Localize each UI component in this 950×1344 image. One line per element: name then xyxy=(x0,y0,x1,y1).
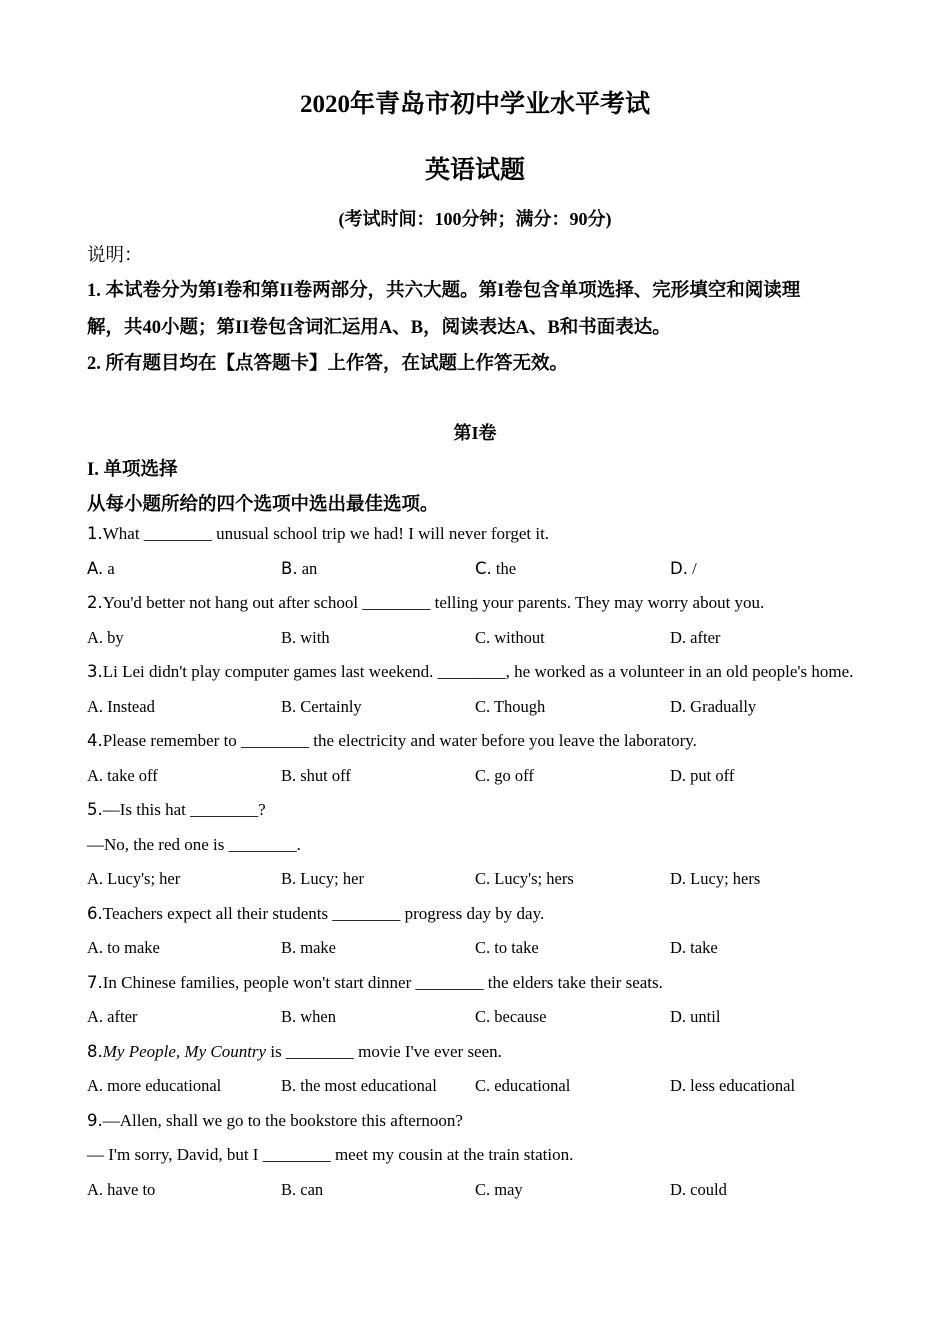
question-text: Teachers expect all their students ________ progress day by day. xyxy=(102,904,545,923)
option-choice xyxy=(670,628,720,648)
exam-subject: 英语试题 xyxy=(424,157,525,184)
option-choice xyxy=(670,1076,795,1096)
option-text: Lucy; hers xyxy=(686,869,761,888)
option-letter: A. xyxy=(87,1076,104,1095)
option-choice xyxy=(670,559,697,579)
option-text: educational xyxy=(490,1076,571,1095)
option-letter: C. xyxy=(475,938,491,957)
question-italic-title: My People, My Country xyxy=(102,1042,267,1061)
volume-heading: 第I卷 xyxy=(453,423,497,443)
option-letter: B. xyxy=(281,628,297,647)
option-letter: C. xyxy=(475,1007,491,1026)
option-letter: A. xyxy=(87,869,104,888)
question-text: What ________ unusual school trip we had! I will never forget it. xyxy=(102,524,550,543)
question-stem xyxy=(87,731,697,751)
question-options xyxy=(87,628,877,650)
question-stem xyxy=(87,1111,463,1131)
option-choice xyxy=(670,1180,727,1200)
option-choice xyxy=(87,628,124,648)
option-letter: B. xyxy=(281,697,297,716)
option-choice xyxy=(670,766,734,786)
option-text: to make xyxy=(103,938,160,957)
option-letter: D. xyxy=(670,1007,687,1026)
question-number: 3. xyxy=(87,662,103,681)
option-text: less educational xyxy=(686,1076,796,1095)
question-stem xyxy=(87,973,663,993)
question-options xyxy=(87,697,877,719)
option-choice xyxy=(281,938,336,958)
question-number: 1. xyxy=(87,524,103,543)
question-options xyxy=(87,1007,877,1029)
option-letter: A. xyxy=(87,559,104,578)
option-choice xyxy=(281,1007,336,1027)
question-options xyxy=(87,1180,877,1202)
option-text: Though xyxy=(490,697,546,716)
option-choice xyxy=(475,559,516,579)
option-text: may xyxy=(490,1180,523,1199)
option-letter: A. xyxy=(87,1180,104,1199)
option-text: the most educational xyxy=(296,1076,437,1095)
option-choice xyxy=(281,869,364,889)
option-choice xyxy=(87,1180,155,1200)
option-text: take xyxy=(686,938,718,957)
option-letter: B. xyxy=(281,559,298,578)
notes-line-3: 2. 所有题目均在【点答题卡】上作答，在试题上作答无效。 xyxy=(87,354,569,374)
option-letter: C. xyxy=(475,697,491,716)
question-number: 6. xyxy=(87,904,103,923)
question-number: 9. xyxy=(87,1111,103,1130)
option-letter: D. xyxy=(670,1076,687,1095)
notes-heading: 说明： xyxy=(87,246,143,266)
part-instruction: 从每小题所给的四个选项中选出最佳选项。 xyxy=(87,495,439,515)
option-choice xyxy=(281,628,330,648)
option-choice xyxy=(87,697,155,717)
option-choice xyxy=(87,938,160,958)
option-choice xyxy=(475,938,539,958)
option-text: shut off xyxy=(296,766,351,785)
option-letter: C. xyxy=(475,559,492,578)
option-text: Lucy's; her xyxy=(103,869,181,888)
option-choice xyxy=(281,697,362,717)
question-stem xyxy=(87,593,764,613)
question-options xyxy=(87,559,877,581)
option-text: without xyxy=(490,628,545,647)
option-letter: B. xyxy=(281,1180,297,1199)
option-letter: A. xyxy=(87,938,104,957)
option-choice xyxy=(475,869,574,889)
option-text: Instead xyxy=(103,697,155,716)
option-letter: C. xyxy=(475,628,491,647)
option-choice xyxy=(670,938,718,958)
question-options xyxy=(87,938,877,960)
option-choice xyxy=(670,1007,720,1027)
question-stem xyxy=(87,524,549,544)
option-letter: B. xyxy=(281,938,297,957)
question-text: —Allen, shall we go to the bookstore this afternoon? xyxy=(102,1111,463,1130)
question-text: In Chinese families, people won't start dinner ________ the elders take their seats. xyxy=(102,973,663,992)
option-text: have to xyxy=(103,1180,156,1199)
exam-info: (考试时间：100分钟；满分：90分) xyxy=(338,209,612,229)
option-letter: D. xyxy=(670,938,687,957)
question-text: You'd better not hang out after school ________ telling your parents. They may worry about you. xyxy=(102,593,765,612)
option-letter: D. xyxy=(670,766,687,785)
question-dialogue-line: — I'm sorry, David, but I ________ meet my cousin at the train station. xyxy=(87,1145,574,1164)
question-stem xyxy=(87,904,544,924)
option-letter: A. xyxy=(87,697,104,716)
exam-title: 2020年青岛市初中学业水平考试 xyxy=(299,91,650,118)
question-dialogue-line: —No, the red one is ________. xyxy=(87,835,301,854)
notes-line-1: 1. 本试卷分为第I卷和第II卷两部分，共六大题。第I卷包含单项选择、完形填空和阅读理 xyxy=(87,281,801,301)
option-choice xyxy=(670,697,756,717)
option-choice xyxy=(475,1007,546,1027)
option-choice xyxy=(670,869,760,889)
option-letter: B. xyxy=(281,1076,297,1095)
option-text: a xyxy=(103,559,115,578)
question-text: is ________ movie I've ever seen. xyxy=(266,1042,502,1061)
option-text: after xyxy=(686,628,721,647)
question-number: 4. xyxy=(87,731,103,750)
option-text: Gradually xyxy=(686,697,757,716)
option-text: when xyxy=(296,1007,337,1026)
option-text: / xyxy=(687,559,697,578)
option-choice xyxy=(475,697,545,717)
option-text: more educational xyxy=(103,1076,222,1095)
question-text: Li Lei didn't play computer games last weekend. ________, he worked as a volunteer in an old people's home. xyxy=(102,662,854,681)
option-choice xyxy=(475,766,534,786)
option-text: with xyxy=(296,628,330,647)
option-text: make xyxy=(296,938,336,957)
question-stem xyxy=(87,662,853,682)
option-letter: B. xyxy=(281,869,297,888)
question-number: 7. xyxy=(87,973,103,992)
question-options xyxy=(87,766,877,788)
option-letter: B. xyxy=(281,1007,297,1026)
question-text: —Is this hat ________? xyxy=(102,800,266,819)
option-letter: C. xyxy=(475,766,491,785)
option-choice xyxy=(87,766,158,786)
question-number: 5. xyxy=(87,800,103,819)
option-letter: A. xyxy=(87,766,104,785)
option-text: after xyxy=(103,1007,138,1026)
option-text: because xyxy=(490,1007,547,1026)
option-letter: C. xyxy=(475,1076,491,1095)
option-choice xyxy=(281,559,317,579)
option-letter: D. xyxy=(670,628,687,647)
option-text: put off xyxy=(686,766,735,785)
option-choice xyxy=(281,1076,437,1096)
part-heading: I. 单项选择 xyxy=(87,460,178,480)
option-text: to take xyxy=(490,938,539,957)
option-choice xyxy=(475,1076,570,1096)
option-text: by xyxy=(103,628,124,647)
option-text: Lucy; her xyxy=(296,869,364,888)
question-stem xyxy=(87,800,266,820)
option-text: take off xyxy=(103,766,158,785)
option-choice xyxy=(87,559,115,579)
question-number: 8. xyxy=(87,1042,103,1061)
option-text: could xyxy=(686,1180,727,1199)
question-options xyxy=(87,869,877,891)
option-letter: D. xyxy=(670,559,688,578)
option-choice xyxy=(281,1180,323,1200)
option-choice xyxy=(87,1007,137,1027)
option-text: until xyxy=(686,1007,721,1026)
question-stem xyxy=(87,1042,502,1062)
question-options xyxy=(87,1076,877,1098)
option-letter: D. xyxy=(670,1180,687,1199)
option-choice xyxy=(281,766,351,786)
option-choice xyxy=(475,628,545,648)
notes-line-2: 解，共40小题；第II卷包含词汇运用A、B，阅读表达A、B和书面表达。 xyxy=(87,318,671,338)
question-number: 2. xyxy=(87,593,103,612)
option-letter: C. xyxy=(475,1180,491,1199)
option-text: Certainly xyxy=(296,697,362,716)
option-text: go off xyxy=(490,766,534,785)
option-letter: D. xyxy=(670,869,687,888)
option-text: the xyxy=(491,559,517,578)
option-letter: A. xyxy=(87,1007,104,1026)
option-letter: A. xyxy=(87,628,104,647)
option-text: can xyxy=(296,1180,324,1199)
option-choice xyxy=(475,1180,523,1200)
option-choice xyxy=(87,869,180,889)
option-letter: C. xyxy=(475,869,491,888)
option-text: an xyxy=(297,559,318,578)
option-letter: D. xyxy=(670,697,687,716)
option-text: Lucy's; hers xyxy=(490,869,574,888)
question-text: Please remember to ________ the electricity and water before you leave the laboratory. xyxy=(102,731,697,750)
option-letter: B. xyxy=(281,766,297,785)
option-choice xyxy=(87,1076,221,1096)
